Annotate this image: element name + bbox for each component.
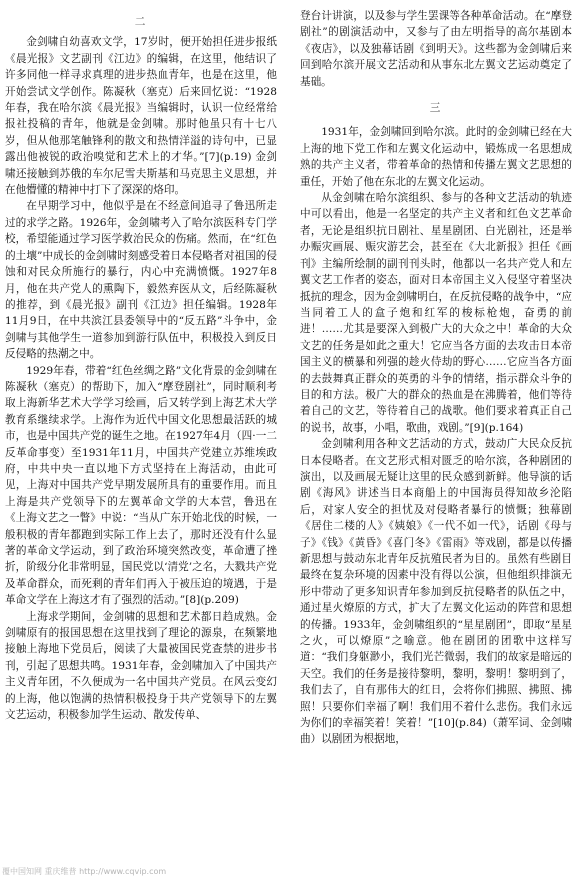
left-column	[5, 8, 277, 723]
section-heading-2: 二	[134, 16, 148, 28]
paragraph: 在早期学习中，他似乎是在不经意间追寻了鲁迅所走过的求学之路。1926年，金剑啸考入了哈尔滨医科专门学校，希望能通过学习医学救治民众的伤痛。然而，在“红色的土壤”中成长的金剑啸时刻感受着日本侵略者对祖国的侵蚀和对民众所施行的暴行，内心中充满愤慨。1927年8月，他在共产党人的熏陶下，毅然弃医从文，后经陈凝秋的推荐，到《晨光报》副刊《江边》担任编辑。1928年11月9日，在中共滨江县委领导中的“反五路”斗争中，金剑啸与其他学生一道参加到游行队伍中，积极投入到反日反侵略的热潮之中。	[5, 200, 277, 361]
paragraph: 1929年春，带着“红色丝绸之路”文化背景的金剑啸在陈凝秋（塞克）的帮助下，加入“摩登剧社”，同时顺利考取上海新华艺术大学学习绘画，后又转学到上海艺术大学教育系继续求学。上海作为近代中国文化思想最活跃的城市，也是中国共产党的诞生之地。在1927年4月（四·一二反革命事变）至1931年11月，中国共产党建立苏维埃政府，中共中央一直以地下方式坚持在上海活动，由此可见，上海对中国共产党早期发展所具有的重要作用。而且上海是共产党领导下的左翼革命文学的大本营，鲁迅在《上海文艺之一瞥》中说：“当从广东开始北伐的时候，一般积极的青年都跑到实际工作上去了，那时还没有什么显著的革命文学运动，到了政治环境突然改变，革命遭了挫折，阶级分化非常明显，国民党以‘清党’之名，大戮共产党及革命群众，而死剩的青年们再入于被压迫的境遇，于是革命文学在上海这才有了强烈的活动。”[8](p.209)	[5, 364, 277, 607]
paragraph: 登台计讲演，以及参与学生罢课等各种革命活动。在“摩登剧社”的剧演活动中，又参与了由左明指导的高尔基剧本《夜店》，以及独幕话剧《到明天》。这些都为金剑啸后来回到哈尔滨开展文艺活动和从事东北左翼文艺运动奠定了基础。	[300, 10, 572, 88]
paragraph: 金剑啸自幼喜欢文学，17岁时，便开始担任进步报纸《晨光报》文艺副刊《江边》的编辑，在这里，他结识了许多同他一样寻求真理的进步热血青年，也是在这里，他开始尝试文学创作。陈凝秋（塞克）后来回忆说：“1928年春，我在哈尔滨《晨光报》当编辑时，认识一位经常给报社投稿的青年，他就是金剑啸。那时他虽只有十七八岁，但从他那笔触锋利的散文和热情洋溢的诗句中，已显露出他被锐的政治嗅觉和艺术上的才华。”[7](p.19) 金剑啸还接触到苏俄的车尔尼雪夫斯基和马克思主义思想，并在他懵懂的精神中打下了深深的烙印。	[5, 36, 277, 197]
paragraph: 从金剑啸在哈尔滨组织、参与的各种文艺活动的轨迹中可以看出，他是一名坚定的共产主义者和红色文艺革命者，无论是组织抗日剧社、星星剧团、白光剧社，还是举办赈灾画展、赈灾游艺会，甚至在《大北新报》担任《画刊》主编所绘制的副刊刊头时，他都以一名共产党人和左翼文艺工作者的姿态，面对日本帝国主义入侵坚守着坚决抵抗的理念，因为金剑啸明白，在反抗侵略的战争中，“应当同着工人的盒子炮和红军的梭标枪炮，奋勇的前进！……尤其是要深入到极广大的大众之中！革命的大众文艺的任务是如此之重大！它应当各方面的去攻击日本帝国主义的横暴和列强的趁火侍劫的野心……它应当各方面的去鼓舞真正群众的英勇的斗争的情绪，指示群众斗争的目的和方法。极广大的群众的热血是在沸腾着，他们等待着自己的文艺，等待着自己的战歌。他们要求着真正自己的说书，故事，小唱，歌曲，戏剧。”[9](p.164)	[300, 192, 572, 434]
paragraph: 1931年，金剑啸回到哈尔滨。此时的金剑啸已经在大上海的地下党工作和左翼文化运动中，锻炼成一名思想成熟的共产主义者，带着革命的热情和传播左翼文艺思想的重任，开始了他在东北的左翼文化运动。	[300, 126, 572, 188]
section-heading-3: 三	[429, 102, 443, 115]
watermark: 覆中国知网 重庆维普 http://www.cqvip.com	[2, 867, 167, 876]
right-column	[300, 8, 572, 748]
paragraph: 金剑啸利用各种文艺活动的方式，鼓动广大民众反抗日本侵略者。在文艺形式相对匮乏的哈尔滨，各种剧团的演出，以及画展无疑让这里的民众感到新鲜。他导演的话剧《海风》讲述当日本商船上的中国海员得知故乡沦陷后，对家人安全的担忧及对侵略者暴行的愤慨；独幕剧《居住二楼的人》《姨娘》《一代不如一代》，话剧《母与子》《钱》《黄昏》《喜门冬》《雷雨》等戏剧，都是以传播新思想与鼓动东北青年反抗殖民者为目的。虽然有些剧目最终在复杂环境的因素中没有得以公演，但他组织排演无形中带动了更多知识青年参加到反抗侵略者的队伍之中，通过星火燎原的方式，扩大了左翼文化运动的阵营和思想的传播。1933年，金剑啸组织的“星星剧团”，即取“星星之火，可以燎原”之喻意。他在剧团的团歌中这样写道：“我们身躯渺小，我们光芒微弱，我们的故家是暗远的天空。我们的任务是接待黎明，黎明，黎明！黎明到了，我们去了，自有那伟大的红日，会将你们拂照、拂照、拂照！只要你们幸福了啊！我们用不着什么悲伤。我们永远为你们的幸福笑着！笑着！”[10](p.84)（萧军词、金剑啸曲）以剧团为根据地，	[300, 438, 572, 746]
paragraph: 上海求学期间，金剑啸的思想和艺术都日趋成熟。金剑啸原有的报国思想在这里找到了理论的源泉，在频繁地接触上海地下党员后，阅读了大量被国民党查禁的进步书刊，引起了思想共鸣。1931年春，金剑啸加入了中国共产主义青年团，不久便成为一名中国共产党员。在风云变幻的上海，他以饱满的热情积极投身于共产党领导下的左翼文艺运动，积极参加学生运动、散发传单、	[5, 610, 277, 722]
